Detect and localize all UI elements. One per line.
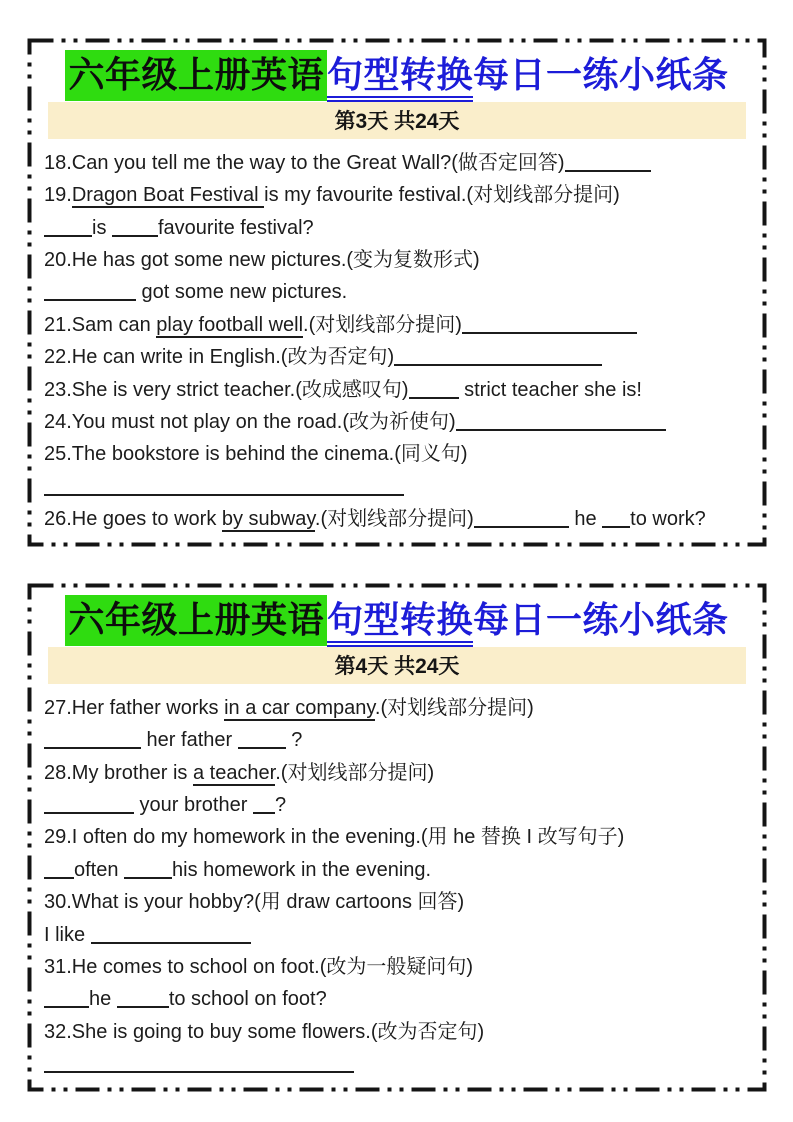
answer-blank [44,988,89,1008]
question-line [44,1048,750,1080]
question-text: 19. [44,184,72,207]
question-line [44,374,750,406]
question-text: favourite festival? [158,216,314,239]
question-text: to work? [630,508,706,531]
answer-blank [112,217,158,237]
answer-blank [44,1053,354,1073]
question-text: he [568,508,603,531]
question-text: 25.The bookstore is behind the cinema.(同义句) [44,443,468,466]
underlined-text: play football well [156,313,304,336]
question-text: 22.He can write in English.(改为否定句) [44,346,395,369]
question-text: ? [285,729,303,752]
day-banner: 第3天 共24天 [48,102,746,139]
answer-blank [44,729,141,749]
question-line [44,854,750,886]
question-line [44,1016,750,1048]
question-line [44,309,750,341]
question-text: 27.Her father works [44,696,225,719]
title-rest: 每日一练小纸条 [473,54,729,95]
underlined-text: Dragon Boat Festival [71,184,265,207]
question-text: her father [141,729,238,752]
practice-card [27,38,767,547]
title-rest: 每日一练小纸条 [473,599,729,640]
question-line [44,244,750,276]
answer-blank [44,281,136,301]
question-text: his homework in the evening. [172,858,432,881]
question-line [44,789,750,821]
title-underlined: 句型转换 [327,599,473,647]
question-line [44,276,750,308]
answer-blank [253,794,275,814]
question-text: often [74,858,125,881]
answer-blank [124,859,172,879]
underlined-text: by subway [221,508,315,531]
question-line [44,724,750,756]
title-highlight: 六年级上册英语 [65,595,327,646]
answer-blank [44,217,92,237]
question-list [43,692,751,1081]
question-text: strict teacher she is! [458,378,642,401]
question-line [44,886,750,918]
worksheet-title [43,52,751,99]
question-text: .(对划线部分提问) [303,313,462,336]
question-text: .(对划线部分提问) [314,508,474,531]
question-text: 32.She is going to buy some flowers.(改为否定句) [44,1020,485,1043]
question-line [44,757,750,789]
question-text: is [92,216,112,239]
underlined-text: in a car company [224,696,375,719]
question-list [43,147,751,536]
question-line [44,406,750,438]
question-text: to school on foot? [168,988,327,1011]
answer-blank [394,346,602,366]
title-underlined: 句型转换 [327,54,473,102]
question-line [44,983,750,1015]
answer-blank [117,988,169,1008]
question-text: 21.Sam can [44,313,157,336]
question-text: 20.He has got some new pictures.(变为复数形式) [44,249,480,272]
question-text: ? [274,794,287,817]
question-text: 18.Can you tell me the way to the Great Wall?(做否定回答) [44,151,565,174]
question-text: 24.You must not play on the road.(改为祈使句) [44,411,456,434]
answer-blank [238,729,286,749]
question-text: .(对划线部分提问) [374,696,534,719]
question-text: .(对划线部分提问) [275,761,435,784]
question-line [44,341,750,373]
question-text: is my favourite festival.(对划线部分提问) [264,184,620,207]
question-text: your brother [134,794,253,817]
answer-blank [91,924,251,944]
question-line [44,951,750,983]
question-text: 29.I often do my homework in the evening.(用 he 替换 I 改写句子) [44,826,625,849]
question-text: I like [44,923,91,946]
cards-container [0,38,793,1092]
question-text: 31.He comes to school on foot.(改为一般疑问句) [44,956,474,979]
question-text: 28.My brother is [44,761,193,784]
worksheet-title [43,597,751,644]
question-line [44,692,750,724]
question-text: got some new pictures. [136,281,348,304]
question-line [44,212,750,244]
underlined-text: a teacher [192,761,276,784]
question-line [44,147,750,179]
answer-blank [565,152,651,172]
answer-blank [44,476,404,496]
question-line [44,821,750,853]
question-line [44,503,750,535]
question-line [44,919,750,951]
question-text: 30.What is your hobby?(用 draw cartoons 回答) [44,891,465,914]
answer-blank [602,508,630,528]
answer-blank [474,508,569,528]
answer-blank [409,379,459,399]
question-line [44,438,750,470]
question-text: 23.She is very strict teacher.(改成感叹句) [44,378,409,401]
practice-card [27,583,767,1092]
answer-blank [44,794,134,814]
question-line [44,471,750,503]
answer-blank [456,411,666,431]
day-banner: 第4天 共24天 [48,647,746,684]
question-text: he [89,988,117,1011]
answer-blank [462,314,637,334]
title-highlight: 六年级上册英语 [65,50,327,101]
question-line [44,179,750,211]
question-text: 26.He goes to work [44,508,222,531]
answer-blank [44,859,74,879]
